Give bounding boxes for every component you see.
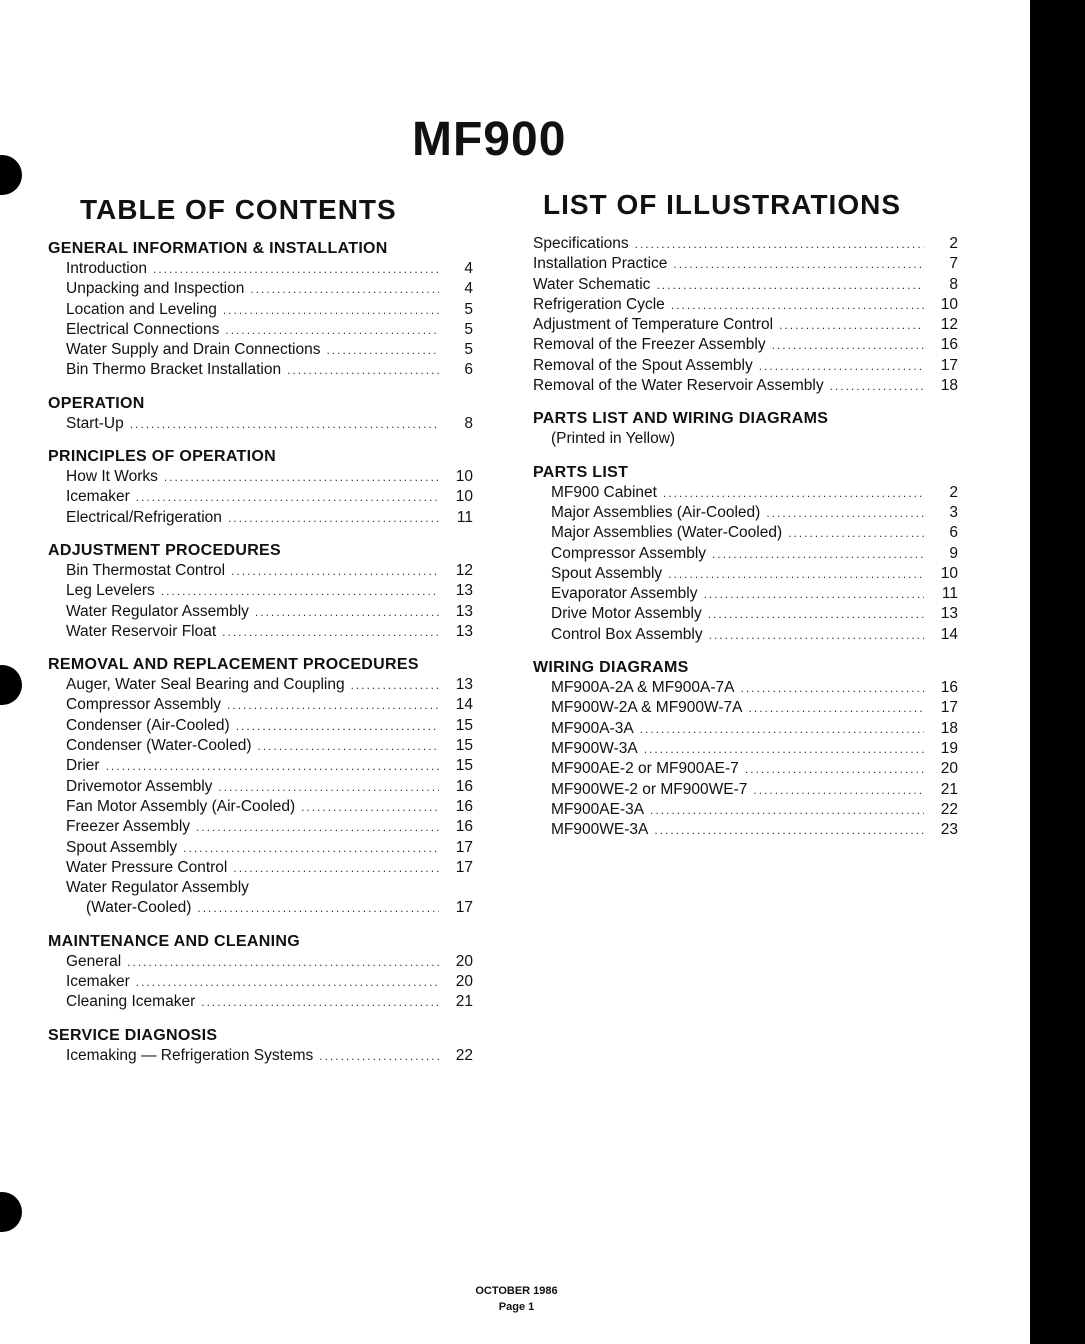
- toc-entry[interactable]: [48, 320, 473, 340]
- entry-page-number: 20: [940, 760, 958, 778]
- footer-date: OCTOBER 1986: [475, 1285, 558, 1297]
- entry-label: Leg Levelers: [66, 582, 155, 600]
- section-heading: PRINCIPLES OF OPERATION: [48, 448, 276, 466]
- entry-page-number: 7: [949, 255, 958, 273]
- dot-leader: [635, 234, 924, 254]
- toc-entry[interactable]: [533, 604, 958, 624]
- toc-entry[interactable]: [48, 414, 473, 434]
- toc-entry[interactable]: [48, 487, 473, 507]
- entry-page-number: 10: [455, 468, 473, 486]
- entry-page-number: 18: [940, 377, 958, 395]
- dot-leader: [668, 564, 924, 584]
- toc-entry[interactable]: [533, 584, 958, 604]
- dot-leader: [106, 756, 439, 776]
- toc-entry[interactable]: [533, 544, 958, 564]
- toc-section: [48, 931, 473, 1013]
- entry-label: Icemaker: [66, 488, 130, 506]
- entry-label: Fan Motor Assembly (Air-Cooled): [66, 797, 296, 815]
- dot-leader: [197, 898, 439, 918]
- toc-entry[interactable]: [48, 972, 473, 992]
- dot-leader: [673, 254, 924, 274]
- punch-hole: [0, 665, 22, 705]
- punch-hole: [0, 1192, 22, 1232]
- dot-leader: [227, 695, 439, 715]
- toc-entry[interactable]: [48, 992, 473, 1012]
- toc-entry[interactable]: [48, 360, 473, 380]
- entry-label: Adjustment of Temperature Control: [533, 316, 774, 334]
- entry-label: Drive Motor Assembly: [551, 605, 702, 623]
- entry-label: (Water-Cooled): [86, 899, 192, 917]
- dot-leader: [772, 335, 924, 355]
- entry-page-number: 5: [464, 300, 473, 318]
- toc-entry[interactable]: [48, 898, 473, 918]
- entry-label: Water Reservoir Float: [66, 622, 217, 640]
- toc-title: TABLE OF CONTENTS: [80, 194, 397, 225]
- dot-leader: [201, 992, 439, 1012]
- entry-label: Water Pressure Control: [66, 858, 228, 876]
- toc-entry[interactable]: [48, 508, 473, 528]
- dot-leader: [222, 622, 439, 642]
- dot-leader: [136, 487, 439, 507]
- toc-entry[interactable]: [48, 952, 473, 972]
- dot-leader: [231, 561, 439, 581]
- toc-section: [48, 393, 473, 434]
- entry-label: Specifications: [533, 235, 629, 252]
- entry-page-number: 13: [455, 622, 473, 640]
- entry-page-number: 5: [464, 320, 473, 338]
- toc-section: [48, 654, 473, 919]
- toc-entry[interactable]: [48, 300, 473, 320]
- toc-entry[interactable]: [48, 602, 473, 622]
- parts-wiring-section: [533, 408, 958, 449]
- toc-entry[interactable]: [48, 878, 473, 898]
- entry-page-number: 4: [464, 280, 473, 298]
- dot-leader: [258, 736, 439, 756]
- entry-label: Cleaning Icemaker: [66, 993, 196, 1011]
- toc-entry[interactable]: [533, 678, 958, 698]
- entry-label: Spout Assembly: [66, 838, 178, 856]
- footer-page-number: Page 1: [498, 1301, 535, 1313]
- entry-label: MF900A-2A & MF900A-7A: [551, 679, 735, 697]
- toc-entry[interactable]: [48, 259, 473, 279]
- entry-page-number: 2: [949, 235, 958, 252]
- entry-page-number: 17: [455, 858, 473, 876]
- toc-entry[interactable]: [533, 254, 958, 274]
- toc-entry[interactable]: [48, 622, 473, 642]
- toc-entry[interactable]: [48, 716, 473, 736]
- entry-page-number: 13: [455, 676, 473, 694]
- dot-leader: [228, 508, 439, 528]
- toc-entry[interactable]: [533, 315, 958, 335]
- toc-entry[interactable]: [533, 625, 958, 645]
- toc-entry[interactable]: [533, 698, 958, 718]
- toc-entry[interactable]: [533, 503, 958, 523]
- toc-entry[interactable]: [533, 780, 958, 800]
- entry-label: Drier: [66, 757, 100, 775]
- toc-section: [48, 1025, 473, 1066]
- entry-page-number: 15: [455, 737, 473, 755]
- entry-page-number: 3: [949, 503, 958, 521]
- entry-label: Unpacking and Inspection: [66, 280, 245, 298]
- dot-leader: [319, 1046, 439, 1066]
- section-heading: OPERATION: [48, 394, 145, 412]
- section-heading: REMOVAL AND REPLACEMENT PROCEDURES: [48, 656, 419, 674]
- toc-entry[interactable]: [533, 523, 958, 543]
- dot-leader: [164, 467, 439, 487]
- entry-page-number: 8: [464, 414, 473, 432]
- entry-page-number: 14: [455, 696, 473, 714]
- dot-leader: [640, 719, 924, 739]
- entry-label: Control Box Assembly: [551, 625, 703, 643]
- dot-leader: [301, 797, 439, 817]
- dot-leader: [741, 678, 925, 698]
- entry-page-number: 22: [455, 1046, 473, 1064]
- entry-page-number: 19: [940, 739, 958, 757]
- loi-title: LIST OF ILLUSTRATIONS: [543, 189, 902, 220]
- list-of-illustrations: [533, 234, 958, 852]
- entry-page-number: 13: [455, 582, 473, 600]
- section-note: (Printed in Yellow): [551, 430, 676, 448]
- entry-page-number: 15: [455, 757, 473, 775]
- entry-label: Water Regulator Assembly: [66, 602, 249, 620]
- section-heading: WIRING DIAGRAMS: [533, 659, 689, 677]
- dot-leader: [759, 356, 924, 376]
- toc-entry[interactable]: [48, 695, 473, 715]
- entry-label: Spout Assembly: [551, 564, 663, 582]
- section-heading: ADJUSTMENT PROCEDURES: [48, 541, 281, 559]
- entry-label: Refrigeration Cycle: [533, 295, 665, 313]
- dot-leader: [250, 279, 439, 299]
- toc-entry[interactable]: [533, 275, 958, 295]
- dot-leader: [703, 584, 924, 604]
- dot-leader: [712, 544, 924, 564]
- entry-page-number: 9: [949, 544, 958, 562]
- entry-label: Start-Up: [66, 414, 124, 432]
- dot-leader: [788, 523, 924, 543]
- entry-page-number: 21: [455, 993, 473, 1011]
- entry-label: Freezer Assembly: [66, 818, 191, 836]
- entry-label: Installation Practice: [533, 255, 668, 273]
- entry-label: Introduction: [66, 260, 147, 277]
- wiring-diagrams-section: [533, 657, 958, 840]
- entry-label: Drivemotor Assembly: [66, 777, 213, 795]
- entry-label: MF900W-2A & MF900W-7A: [551, 699, 743, 717]
- toc-entry[interactable]: [48, 817, 473, 837]
- entry-label: How It Works: [66, 468, 158, 486]
- dot-leader: [671, 295, 924, 315]
- toc-entry[interactable]: [533, 356, 958, 376]
- dot-leader: [351, 675, 439, 695]
- entry-label: MF900WE-3A: [551, 821, 649, 839]
- toc-entry[interactable]: [48, 858, 473, 878]
- entry-label: MF900AE-2 or MF900AE-7: [551, 760, 739, 778]
- entry-page-number: 13: [455, 602, 473, 620]
- toc-entry[interactable]: [533, 335, 958, 355]
- entry-label: Icemaking — Refrigeration Systems: [66, 1046, 314, 1064]
- table-of-contents: [48, 238, 473, 1078]
- document-title: MF900: [412, 113, 567, 166]
- entry-label: Major Assemblies (Air-Cooled): [551, 503, 761, 521]
- entry-label: Auger, Water Seal Bearing and Coupling: [66, 676, 345, 694]
- entry-label: Removal of the Freezer Assembly: [533, 336, 766, 354]
- toc-entry[interactable]: [48, 467, 473, 487]
- dot-leader: [753, 780, 924, 800]
- dot-leader: [663, 483, 924, 503]
- entry-page-number: 12: [455, 561, 473, 579]
- dot-leader: [196, 817, 439, 837]
- toc-section: [48, 238, 473, 381]
- entry-page-number: 2: [949, 483, 958, 501]
- section-heading: MAINTENANCE AND CLEANING: [48, 932, 300, 950]
- entry-label: Major Assemblies (Water-Cooled): [551, 524, 783, 542]
- entry-page-number: 6: [464, 361, 473, 379]
- entry-page-number: 16: [940, 336, 958, 354]
- entry-page-number: 20: [455, 973, 473, 991]
- entry-label: MF900 Cabinet: [551, 483, 657, 501]
- toc-entry[interactable]: [533, 759, 958, 779]
- toc-entry[interactable]: [48, 581, 473, 601]
- entry-label: MF900WE-2 or MF900WE-7: [551, 780, 748, 798]
- toc-entry[interactable]: [48, 675, 473, 695]
- entry-page-number: 13: [940, 605, 958, 623]
- entry-page-number: 21: [940, 780, 958, 798]
- dot-leader: [218, 777, 439, 797]
- entry-label: Water Regulator Assembly: [66, 879, 249, 897]
- entry-label: Bin Thermostat Control: [66, 561, 226, 579]
- entry-label: Condenser (Air-Cooled): [66, 716, 230, 734]
- entry-page-number: 11: [456, 508, 473, 526]
- entry-label: Water Supply and Drain Connections: [66, 341, 321, 359]
- entry-page-number: 14: [940, 625, 958, 643]
- parts-list-section: [533, 462, 958, 645]
- entry-label: Compressor Assembly: [551, 544, 707, 562]
- entry-label: Water Schematic: [533, 275, 651, 293]
- dot-leader: [136, 972, 439, 992]
- dot-leader: [766, 503, 924, 523]
- entry-page-number: 16: [455, 777, 473, 795]
- section-heading: PARTS LIST: [533, 463, 629, 481]
- dot-leader: [130, 414, 439, 434]
- dot-leader: [656, 275, 924, 295]
- dot-leader: [225, 320, 439, 340]
- toc-entry[interactable]: [48, 838, 473, 858]
- toc-entry[interactable]: [533, 376, 958, 396]
- entry-label: Electrical/Refrigeration: [66, 508, 222, 526]
- entry-page-number: 6: [949, 524, 958, 542]
- dot-leader: [223, 300, 439, 320]
- toc-entry[interactable]: [533, 295, 958, 315]
- dot-leader: [650, 800, 924, 820]
- entry-label: Condenser (Water-Cooled): [66, 737, 252, 755]
- dot-leader: [749, 698, 924, 718]
- toc-entry[interactable]: [48, 1046, 473, 1066]
- dot-leader: [745, 759, 924, 779]
- dot-leader: [654, 820, 924, 840]
- entry-label: MF900W-3A: [551, 739, 638, 757]
- illustrations-section: [533, 234, 958, 396]
- entry-page-number: 12: [940, 316, 958, 334]
- dot-leader: [287, 360, 439, 380]
- entry-page-number: 22: [940, 800, 958, 818]
- entry-page-number: 23: [940, 821, 958, 839]
- toc-entry[interactable]: [533, 800, 958, 820]
- entry-page-number: 17: [455, 899, 473, 917]
- toc-entry[interactable]: [48, 797, 473, 817]
- section-heading: SERVICE DIAGNOSIS: [48, 1026, 218, 1044]
- entry-label: Icemaker: [66, 973, 130, 991]
- dot-leader: [709, 625, 924, 645]
- entry-page-number: 11: [941, 585, 958, 603]
- toc-section: [48, 446, 473, 528]
- toc-entry[interactable]: [533, 719, 958, 739]
- toc-entry[interactable]: [533, 564, 958, 584]
- entry-page-number: 15: [455, 716, 473, 734]
- entry-page-number: 20: [455, 952, 473, 970]
- toc-entry[interactable]: [48, 756, 473, 776]
- dot-leader: [127, 952, 439, 972]
- entry-label: Evaporator Assembly: [551, 585, 698, 603]
- entry-label: MF900A-3A: [551, 719, 634, 737]
- entry-label: Removal of the Spout Assembly: [533, 356, 753, 374]
- entry-page-number: 16: [455, 797, 473, 815]
- section-heading: GENERAL INFORMATION & INSTALLATION: [48, 240, 388, 257]
- toc-entry[interactable]: [533, 739, 958, 759]
- entry-page-number: 10: [940, 295, 958, 313]
- dot-leader: [236, 716, 439, 736]
- dot-leader: [644, 739, 924, 759]
- toc-entry[interactable]: [48, 340, 473, 360]
- entry-page-number: 16: [940, 679, 958, 697]
- dot-leader: [326, 340, 439, 360]
- dot-leader: [161, 581, 439, 601]
- toc-entry[interactable]: [533, 820, 958, 840]
- entry-label: Compressor Assembly: [66, 696, 222, 714]
- dot-leader: [233, 858, 439, 878]
- toc-entry[interactable]: [533, 483, 958, 503]
- toc-section: [48, 540, 473, 642]
- toc-entry[interactable]: [48, 561, 473, 581]
- toc-entry[interactable]: [533, 234, 958, 254]
- entry-page-number: 4: [464, 260, 473, 277]
- toc-entry[interactable]: [48, 736, 473, 756]
- dot-leader: [153, 259, 439, 279]
- entry-page-number: 10: [940, 564, 958, 582]
- entry-page-number: 17: [940, 699, 958, 717]
- dot-leader: [183, 838, 439, 858]
- page-footer: [459, 1283, 574, 1315]
- punch-hole: [0, 155, 22, 195]
- entry-label: Removal of the Water Reservoir Assembly: [533, 377, 824, 395]
- entry-label: MF900AE-3A: [551, 800, 645, 818]
- entry-label: Electrical Connections: [66, 320, 220, 338]
- dot-leader: [779, 315, 924, 335]
- dot-leader: [708, 604, 924, 624]
- entry-label: Bin Thermo Bracket Installation: [66, 361, 282, 379]
- dot-leader: [830, 376, 924, 396]
- entry-label: Location and Leveling: [66, 300, 217, 318]
- entry-label: General: [66, 952, 122, 970]
- dot-leader: [255, 602, 439, 622]
- entry-page-number: 10: [455, 488, 473, 506]
- entry-page-number: 17: [455, 838, 473, 856]
- entry-page-number: 5: [464, 341, 473, 359]
- entry-page-number: 16: [455, 818, 473, 836]
- entry-page-number: 8: [949, 275, 958, 293]
- entry-page-number: 17: [940, 356, 958, 374]
- entry-page-number: 18: [940, 719, 958, 737]
- section-heading: PARTS LIST AND WIRING DIAGRAMS: [533, 410, 829, 428]
- toc-entry[interactable]: [48, 777, 473, 797]
- toc-entry[interactable]: [48, 279, 473, 299]
